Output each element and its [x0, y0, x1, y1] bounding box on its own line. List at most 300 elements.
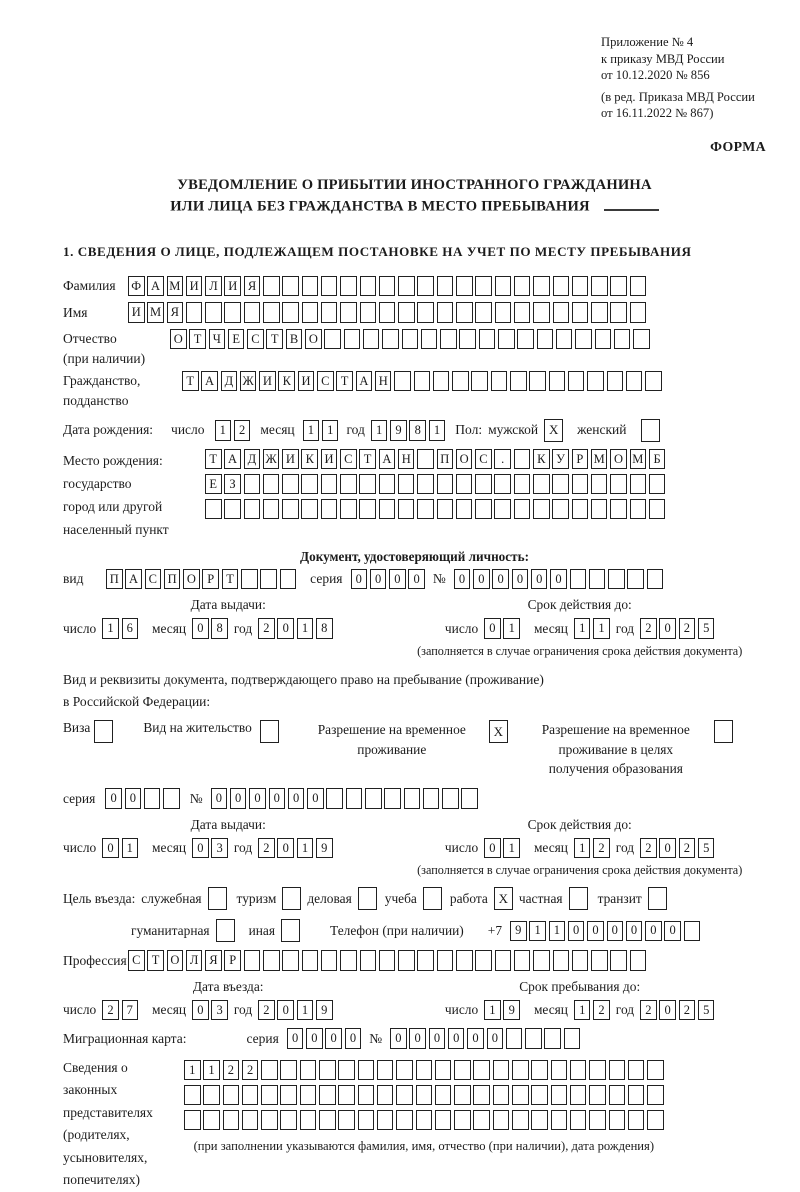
char-cell[interactable]: [321, 276, 338, 297]
purpose-private-checkbox[interactable]: [569, 887, 588, 910]
char-cell[interactable]: [587, 371, 604, 392]
char-cell[interactable]: Л: [205, 276, 222, 297]
char-cell[interactable]: [610, 302, 627, 323]
char-cell[interactable]: 0: [192, 618, 209, 639]
char-cell[interactable]: [553, 950, 570, 971]
purpose-transit-checkbox[interactable]: [648, 887, 667, 910]
char-cell[interactable]: [473, 1085, 490, 1106]
char-cell[interactable]: [346, 788, 363, 809]
char-cell[interactable]: 1: [484, 1000, 501, 1021]
char-cell[interactable]: [512, 1110, 529, 1131]
char-cell[interactable]: [359, 499, 376, 520]
char-cell[interactable]: Б: [649, 449, 666, 470]
char-cell[interactable]: [475, 499, 492, 520]
char-cell[interactable]: 1: [503, 618, 520, 639]
char-cell[interactable]: [280, 1060, 297, 1081]
char-cell[interactable]: [456, 950, 473, 971]
char-cell[interactable]: [163, 788, 180, 809]
char-cell[interactable]: [300, 1110, 317, 1131]
char-cell[interactable]: [553, 276, 570, 297]
char-cell[interactable]: [564, 1028, 581, 1049]
char-cell[interactable]: [473, 1060, 490, 1081]
char-cell[interactable]: [475, 302, 492, 323]
char-cell[interactable]: [493, 1085, 510, 1106]
char-cell[interactable]: Ф: [128, 276, 145, 297]
char-cell[interactable]: [417, 276, 434, 297]
char-cell[interactable]: [514, 950, 531, 971]
char-cell[interactable]: [512, 1085, 529, 1106]
char-cell[interactable]: 0: [467, 1028, 484, 1049]
char-cell[interactable]: 0: [389, 569, 406, 590]
char-cell[interactable]: [610, 276, 627, 297]
char-cell[interactable]: 0: [105, 788, 122, 809]
char-cell[interactable]: 0: [409, 1028, 426, 1049]
char-cell[interactable]: [459, 329, 476, 350]
char-cell[interactable]: 0: [269, 788, 286, 809]
char-cell[interactable]: 2: [223, 1060, 240, 1081]
char-cell[interactable]: [379, 474, 396, 495]
char-cell[interactable]: 0: [192, 1000, 209, 1021]
char-cell[interactable]: И: [259, 371, 276, 392]
char-cell[interactable]: 9: [390, 420, 407, 441]
char-cell[interactable]: [358, 1085, 375, 1106]
char-cell[interactable]: 2: [679, 618, 696, 639]
char-cell[interactable]: 1: [203, 1060, 220, 1081]
char-cell[interactable]: [626, 371, 643, 392]
char-cell[interactable]: А: [379, 449, 396, 470]
char-cell[interactable]: Т: [189, 329, 206, 350]
char-cell[interactable]: [628, 1060, 645, 1081]
char-cell[interactable]: 0: [448, 1028, 465, 1049]
char-cell[interactable]: [609, 1110, 626, 1131]
char-cell[interactable]: [628, 1110, 645, 1131]
char-cell[interactable]: [417, 302, 434, 323]
char-cell[interactable]: [491, 371, 508, 392]
char-cell[interactable]: [398, 302, 415, 323]
char-cell[interactable]: [398, 950, 415, 971]
char-cell[interactable]: [282, 499, 299, 520]
char-cell[interactable]: [302, 950, 319, 971]
char-cell[interactable]: [263, 474, 280, 495]
char-cell[interactable]: 0: [277, 618, 294, 639]
char-cell[interactable]: [551, 1060, 568, 1081]
char-cell[interactable]: [360, 950, 377, 971]
char-cell[interactable]: [205, 499, 222, 520]
char-cell[interactable]: [471, 371, 488, 392]
char-cell[interactable]: Т: [266, 329, 283, 350]
char-cell[interactable]: [551, 1110, 568, 1131]
char-cell[interactable]: С: [247, 329, 264, 350]
char-cell[interactable]: 0: [287, 1028, 304, 1049]
char-cell[interactable]: [591, 276, 608, 297]
char-cell[interactable]: [379, 499, 396, 520]
char-cell[interactable]: [263, 302, 280, 323]
char-cell[interactable]: [398, 276, 415, 297]
char-cell[interactable]: [533, 276, 550, 297]
char-cell[interactable]: [301, 474, 318, 495]
char-cell[interactable]: Т: [222, 569, 239, 590]
char-cell[interactable]: [510, 371, 527, 392]
char-cell[interactable]: [398, 499, 415, 520]
char-cell[interactable]: 2: [679, 1000, 696, 1021]
char-cell[interactable]: [302, 302, 319, 323]
char-cell[interactable]: [377, 1060, 394, 1081]
purpose-business-checkbox[interactable]: [208, 887, 227, 910]
char-cell[interactable]: Р: [202, 569, 219, 590]
char-cell[interactable]: С: [317, 371, 334, 392]
char-cell[interactable]: [242, 1110, 259, 1131]
char-cell[interactable]: П: [437, 449, 454, 470]
char-cell[interactable]: [340, 302, 357, 323]
char-cell[interactable]: 1: [297, 838, 314, 859]
char-cell[interactable]: [302, 276, 319, 297]
char-cell[interactable]: А: [356, 371, 373, 392]
char-cell[interactable]: [461, 788, 478, 809]
char-cell[interactable]: [475, 474, 492, 495]
char-cell[interactable]: 0: [473, 569, 490, 590]
char-cell[interactable]: Я: [244, 276, 261, 297]
char-cell[interactable]: [223, 1085, 240, 1106]
char-cell[interactable]: [363, 329, 380, 350]
char-cell[interactable]: [280, 1085, 297, 1106]
char-cell[interactable]: П: [106, 569, 123, 590]
char-cell[interactable]: [437, 276, 454, 297]
char-cell[interactable]: 2: [102, 1000, 119, 1021]
char-cell[interactable]: 0: [454, 569, 471, 590]
char-cell[interactable]: [591, 474, 608, 495]
char-cell[interactable]: 0: [487, 1028, 504, 1049]
char-cell[interactable]: [456, 302, 473, 323]
char-cell[interactable]: Т: [147, 950, 164, 971]
residence-permit-checkbox[interactable]: [260, 720, 279, 743]
char-cell[interactable]: [324, 329, 341, 350]
char-cell[interactable]: 9: [503, 1000, 520, 1021]
char-cell[interactable]: 2: [640, 1000, 657, 1021]
char-cell[interactable]: [384, 788, 401, 809]
char-cell[interactable]: [344, 329, 361, 350]
char-cell[interactable]: [437, 499, 454, 520]
char-cell[interactable]: [203, 1085, 220, 1106]
char-cell[interactable]: .: [494, 449, 511, 470]
char-cell[interactable]: [280, 569, 297, 590]
char-cell[interactable]: 0: [659, 1000, 676, 1021]
char-cell[interactable]: [610, 499, 627, 520]
char-cell[interactable]: Н: [398, 449, 415, 470]
purpose-study-checkbox[interactable]: [423, 887, 442, 910]
char-cell[interactable]: [184, 1110, 201, 1131]
char-cell[interactable]: [591, 499, 608, 520]
char-cell[interactable]: [379, 950, 396, 971]
char-cell[interactable]: [514, 276, 531, 297]
char-cell[interactable]: [244, 302, 261, 323]
char-cell[interactable]: 9: [316, 838, 333, 859]
char-cell[interactable]: [630, 474, 647, 495]
char-cell[interactable]: [416, 1060, 433, 1081]
char-cell[interactable]: [338, 1110, 355, 1131]
char-cell[interactable]: 0: [230, 788, 247, 809]
char-cell[interactable]: [454, 1085, 471, 1106]
char-cell[interactable]: [282, 950, 299, 971]
char-cell[interactable]: [242, 1085, 259, 1106]
char-cell[interactable]: [533, 474, 550, 495]
char-cell[interactable]: [479, 329, 496, 350]
char-cell[interactable]: [244, 499, 261, 520]
char-cell[interactable]: 1: [574, 838, 591, 859]
char-cell[interactable]: 1: [593, 618, 610, 639]
char-cell[interactable]: [377, 1110, 394, 1131]
purpose-humanitarian-checkbox[interactable]: [216, 919, 235, 942]
char-cell[interactable]: Д: [221, 371, 238, 392]
char-cell[interactable]: [340, 474, 357, 495]
char-cell[interactable]: [282, 302, 299, 323]
char-cell[interactable]: [591, 302, 608, 323]
char-cell[interactable]: [398, 474, 415, 495]
char-cell[interactable]: [360, 276, 377, 297]
char-cell[interactable]: О: [456, 449, 473, 470]
char-cell[interactable]: [435, 1060, 452, 1081]
char-cell[interactable]: [494, 499, 511, 520]
char-cell[interactable]: [379, 276, 396, 297]
char-cell[interactable]: 1: [297, 1000, 314, 1021]
char-cell[interactable]: [609, 1085, 626, 1106]
purpose-other-checkbox[interactable]: [281, 919, 300, 942]
char-cell[interactable]: [645, 371, 662, 392]
char-cell[interactable]: [493, 1110, 510, 1131]
char-cell[interactable]: [533, 499, 550, 520]
char-cell[interactable]: М: [167, 276, 184, 297]
char-cell[interactable]: 0: [306, 1028, 323, 1049]
char-cell[interactable]: 0: [587, 921, 604, 942]
char-cell[interactable]: [475, 950, 492, 971]
char-cell[interactable]: Л: [186, 950, 203, 971]
char-cell[interactable]: [280, 1110, 297, 1131]
char-cell[interactable]: 1: [215, 420, 232, 441]
char-cell[interactable]: [544, 1028, 561, 1049]
char-cell[interactable]: И: [128, 302, 145, 323]
char-cell[interactable]: 9: [316, 1000, 333, 1021]
char-cell[interactable]: [261, 1085, 278, 1106]
char-cell[interactable]: [514, 474, 531, 495]
char-cell[interactable]: [572, 276, 589, 297]
char-cell[interactable]: [475, 276, 492, 297]
char-cell[interactable]: 1: [322, 420, 339, 441]
char-cell[interactable]: [552, 474, 569, 495]
char-cell[interactable]: [435, 1085, 452, 1106]
char-cell[interactable]: [382, 329, 399, 350]
char-cell[interactable]: [377, 1085, 394, 1106]
char-cell[interactable]: [454, 1110, 471, 1131]
char-cell[interactable]: [609, 1060, 626, 1081]
char-cell[interactable]: 5: [698, 618, 715, 639]
char-cell[interactable]: [630, 499, 647, 520]
char-cell[interactable]: [321, 302, 338, 323]
char-cell[interactable]: [437, 302, 454, 323]
char-cell[interactable]: К: [278, 371, 295, 392]
char-cell[interactable]: 1: [122, 838, 139, 859]
char-cell[interactable]: [241, 569, 258, 590]
char-cell[interactable]: В: [286, 329, 303, 350]
char-cell[interactable]: 1: [574, 618, 591, 639]
char-cell[interactable]: [440, 329, 457, 350]
char-cell[interactable]: [319, 1110, 336, 1131]
char-cell[interactable]: [282, 474, 299, 495]
char-cell[interactable]: И: [224, 276, 241, 297]
char-cell[interactable]: 3: [211, 1000, 228, 1021]
char-cell[interactable]: [537, 329, 554, 350]
char-cell[interactable]: [572, 950, 589, 971]
char-cell[interactable]: [224, 499, 241, 520]
char-cell[interactable]: [433, 371, 450, 392]
char-cell[interactable]: [514, 302, 531, 323]
purpose-work-checkbox[interactable]: X: [494, 887, 513, 910]
char-cell[interactable]: [301, 499, 318, 520]
char-cell[interactable]: А: [147, 276, 164, 297]
char-cell[interactable]: 2: [593, 1000, 610, 1021]
char-cell[interactable]: Е: [228, 329, 245, 350]
char-cell[interactable]: [591, 950, 608, 971]
char-cell[interactable]: З: [224, 474, 241, 495]
char-cell[interactable]: 0: [550, 569, 567, 590]
char-cell[interactable]: 5: [698, 838, 715, 859]
char-cell[interactable]: [340, 950, 357, 971]
char-cell[interactable]: 1: [102, 618, 119, 639]
char-cell[interactable]: [321, 474, 338, 495]
char-cell[interactable]: Т: [182, 371, 199, 392]
char-cell[interactable]: И: [321, 449, 338, 470]
char-cell[interactable]: [144, 788, 161, 809]
char-cell[interactable]: 1: [303, 420, 320, 441]
char-cell[interactable]: О: [610, 449, 627, 470]
char-cell[interactable]: У: [552, 449, 569, 470]
char-cell[interactable]: 1: [297, 618, 314, 639]
char-cell[interactable]: [360, 302, 377, 323]
char-cell[interactable]: 2: [242, 1060, 259, 1081]
char-cell[interactable]: 0: [664, 921, 681, 942]
char-cell[interactable]: 0: [277, 838, 294, 859]
char-cell[interactable]: Е: [205, 474, 222, 495]
char-cell[interactable]: [570, 1060, 587, 1081]
char-cell[interactable]: Д: [244, 449, 261, 470]
char-cell[interactable]: [647, 1110, 664, 1131]
char-cell[interactable]: И: [298, 371, 315, 392]
char-cell[interactable]: 1: [549, 921, 566, 942]
char-cell[interactable]: Н: [375, 371, 392, 392]
char-cell[interactable]: 0: [351, 569, 368, 590]
char-cell[interactable]: [300, 1060, 317, 1081]
char-cell[interactable]: [531, 1110, 548, 1131]
char-cell[interactable]: [456, 276, 473, 297]
char-cell[interactable]: [531, 1085, 548, 1106]
char-cell[interactable]: [263, 276, 280, 297]
char-cell[interactable]: [244, 474, 261, 495]
char-cell[interactable]: [396, 1085, 413, 1106]
char-cell[interactable]: Ж: [263, 449, 280, 470]
char-cell[interactable]: 0: [607, 921, 624, 942]
char-cell[interactable]: [553, 302, 570, 323]
char-cell[interactable]: [454, 1060, 471, 1081]
char-cell[interactable]: [572, 474, 589, 495]
char-cell[interactable]: [416, 1085, 433, 1106]
char-cell[interactable]: Т: [336, 371, 353, 392]
char-cell[interactable]: [404, 788, 421, 809]
char-cell[interactable]: [186, 302, 203, 323]
char-cell[interactable]: М: [591, 449, 608, 470]
char-cell[interactable]: [627, 569, 644, 590]
char-cell[interactable]: Ч: [209, 329, 226, 350]
visa-checkbox[interactable]: [94, 720, 113, 743]
char-cell[interactable]: [628, 1085, 645, 1106]
char-cell[interactable]: [495, 950, 512, 971]
char-cell[interactable]: [414, 371, 431, 392]
char-cell[interactable]: 0: [645, 921, 662, 942]
char-cell[interactable]: Р: [224, 950, 241, 971]
char-cell[interactable]: [531, 1060, 548, 1081]
char-cell[interactable]: [260, 569, 277, 590]
char-cell[interactable]: 8: [211, 618, 228, 639]
char-cell[interactable]: [589, 1085, 606, 1106]
char-cell[interactable]: 2: [258, 1000, 275, 1021]
sex-female-checkbox[interactable]: [641, 419, 660, 442]
char-cell[interactable]: [417, 499, 434, 520]
char-cell[interactable]: [572, 302, 589, 323]
char-cell[interactable]: [473, 1110, 490, 1131]
char-cell[interactable]: [684, 921, 701, 942]
char-cell[interactable]: [321, 950, 338, 971]
char-cell[interactable]: Т: [359, 449, 376, 470]
char-cell[interactable]: [359, 474, 376, 495]
char-cell[interactable]: [358, 1110, 375, 1131]
char-cell[interactable]: [610, 474, 627, 495]
char-cell[interactable]: К: [301, 449, 318, 470]
char-cell[interactable]: 2: [593, 838, 610, 859]
char-cell[interactable]: [608, 569, 625, 590]
char-cell[interactable]: 1: [184, 1060, 201, 1081]
char-cell[interactable]: 0: [512, 569, 529, 590]
char-cell[interactable]: [435, 1110, 452, 1131]
temp-residence-edu-checkbox[interactable]: [714, 720, 733, 743]
char-cell[interactable]: [495, 276, 512, 297]
char-cell[interactable]: 0: [192, 838, 209, 859]
char-cell[interactable]: 0: [408, 569, 425, 590]
char-cell[interactable]: 2: [234, 420, 251, 441]
char-cell[interactable]: [493, 1060, 510, 1081]
char-cell[interactable]: 1: [574, 1000, 591, 1021]
char-cell[interactable]: [575, 329, 592, 350]
char-cell[interactable]: 0: [659, 618, 676, 639]
char-cell[interactable]: О: [170, 329, 187, 350]
char-cell[interactable]: [517, 329, 534, 350]
char-cell[interactable]: А: [125, 569, 142, 590]
char-cell[interactable]: [244, 950, 261, 971]
char-cell[interactable]: М: [147, 302, 164, 323]
char-cell[interactable]: П: [164, 569, 181, 590]
char-cell[interactable]: [649, 474, 666, 495]
char-cell[interactable]: 0: [531, 569, 548, 590]
char-cell[interactable]: [551, 1085, 568, 1106]
char-cell[interactable]: М: [630, 449, 647, 470]
char-cell[interactable]: 5: [698, 1000, 715, 1021]
char-cell[interactable]: [203, 1110, 220, 1131]
char-cell[interactable]: [549, 371, 566, 392]
char-cell[interactable]: [570, 1110, 587, 1131]
char-cell[interactable]: [498, 329, 515, 350]
char-cell[interactable]: [556, 329, 573, 350]
char-cell[interactable]: [649, 499, 666, 520]
char-cell[interactable]: [263, 950, 280, 971]
char-cell[interactable]: 0: [249, 788, 266, 809]
char-cell[interactable]: С: [475, 449, 492, 470]
char-cell[interactable]: 7: [122, 1000, 139, 1021]
